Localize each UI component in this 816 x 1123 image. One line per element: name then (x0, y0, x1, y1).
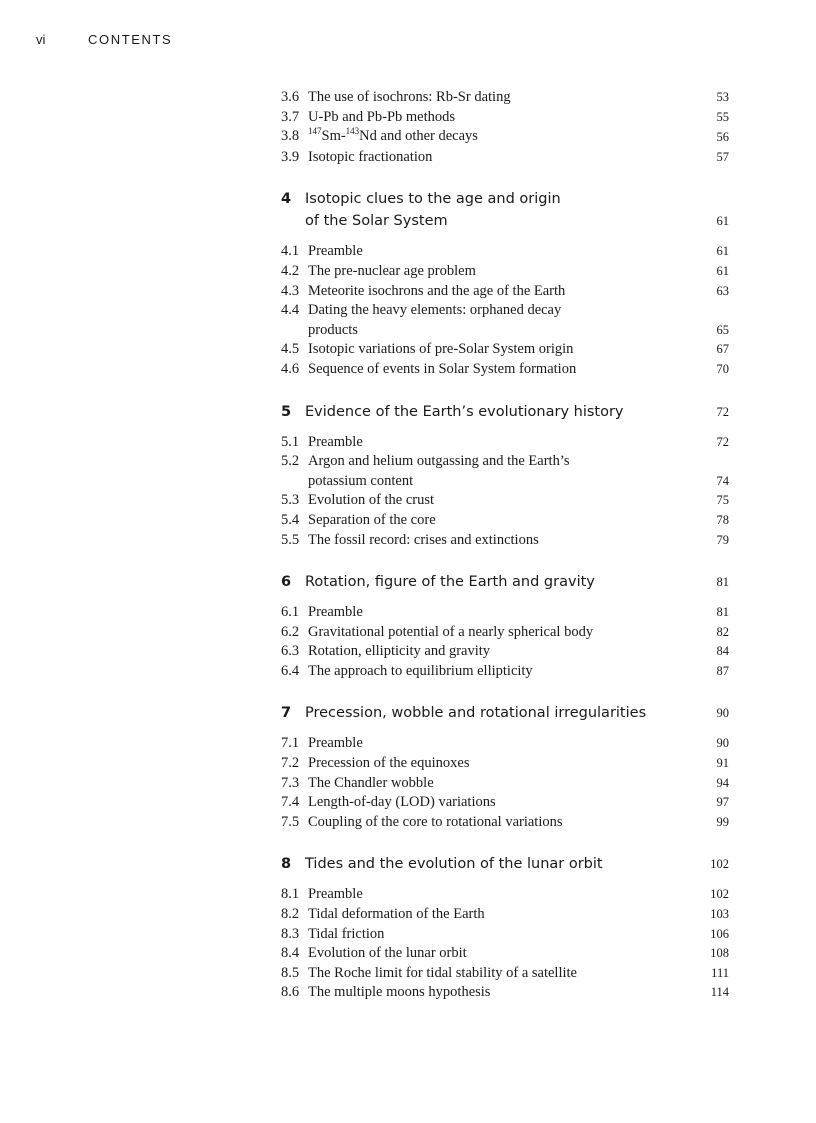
section-number: 7.3 (281, 774, 300, 791)
page-number: 55 (716, 109, 729, 124)
page-number: 102 (710, 857, 729, 872)
section-number: 8.5 (281, 964, 300, 981)
section-number: 7.1 (281, 735, 300, 752)
sm-label: Sm- (321, 128, 346, 145)
chapter-title-line2: of the Solar System (305, 213, 448, 230)
toc-entry-7-5[interactable] (281, 813, 729, 833)
chapter-title-line1: Isotopic clues to the age and origin (305, 191, 561, 208)
chapter-heading-6[interactable] (281, 571, 729, 593)
toc-entry-5-1[interactable] (281, 433, 729, 453)
page-number: 84 (716, 644, 729, 659)
page-number: 91 (716, 756, 729, 771)
section-number: 8.3 (281, 925, 300, 942)
page-number: 102 (710, 887, 729, 902)
section-title: The Chandler wobble (308, 774, 434, 791)
section-number: 3.8 (281, 128, 300, 145)
section-title: Tidal friction (308, 925, 385, 942)
toc-entry-5-2[interactable] (281, 452, 729, 491)
nd-label: Nd and other decays (359, 128, 478, 145)
page-number: 63 (716, 283, 729, 298)
chapter-title: Evidence of the Earth’s evolutionary history (305, 403, 624, 420)
page-number: 81 (716, 605, 729, 620)
chapter-number: 7 (281, 705, 292, 722)
page-number: 70 (716, 361, 729, 376)
section-title: Preamble (308, 243, 363, 260)
superscript-147: 147 (308, 126, 322, 137)
toc-entry-6-4[interactable] (281, 662, 729, 682)
toc-entry-4-6[interactable] (281, 360, 729, 380)
page-number: 103 (710, 907, 729, 922)
page-number: 65 (716, 322, 729, 337)
page-number: 90 (716, 706, 729, 721)
page-number: 97 (716, 795, 729, 810)
section-number: 5.1 (281, 433, 300, 450)
section-title: The multiple moons hypothesis (308, 984, 491, 1001)
section-number: 3.6 (281, 89, 300, 105)
section-number: 5.5 (281, 531, 300, 548)
toc-entry-3-8[interactable] (281, 127, 729, 148)
chapter-number: 8 (281, 856, 292, 873)
section-number: 8.4 (281, 945, 300, 962)
section-number: 4.5 (281, 341, 300, 358)
page-number: 79 (716, 532, 729, 547)
section-number: 8.1 (281, 886, 300, 903)
toc-entry-6-2[interactable] (281, 623, 729, 643)
section-number: 6.4 (281, 662, 300, 679)
section-number: 4.1 (281, 243, 300, 260)
section-number: 5.3 (281, 492, 300, 509)
section-title: Isotopic fractionation (308, 148, 433, 165)
toc-entry-5-4[interactable] (281, 511, 729, 531)
section-number: 4.6 (281, 360, 300, 377)
table-of-contents (281, 88, 729, 1003)
section-title: Evolution of the crust (308, 492, 435, 509)
section-title: Preamble (308, 433, 363, 450)
toc-entry-8-6[interactable] (281, 983, 729, 1003)
toc-entry-6-1[interactable] (281, 603, 729, 623)
section-title: Length-of-day (LOD) variations (308, 794, 496, 811)
toc-entry-7-1[interactable] (281, 734, 729, 754)
section-number: 7.2 (281, 755, 300, 772)
toc-entry-8-5[interactable] (281, 964, 729, 984)
chapter-heading-4[interactable] (281, 188, 729, 232)
section-number: 8.6 (281, 984, 300, 1001)
section-number: 6.2 (281, 623, 300, 640)
toc-entry-3-9[interactable] (281, 148, 729, 168)
page-number: 57 (716, 149, 729, 164)
section-title: Rotation, ellipticity and gravity (308, 643, 491, 660)
section-title: Argon and helium outgassing and the Earth’s (308, 453, 570, 470)
section-title-continued: potassium content (308, 472, 414, 489)
section-title: The Roche limit for tidal stability of a satellite (308, 964, 577, 981)
chapter-title: Precession, wobble and rotational irregularities (305, 705, 647, 722)
section-title: Sequence of events in Solar System formation (308, 360, 577, 377)
superscript-143: 143 (345, 126, 360, 137)
chapter-title: Rotation, figure of the Earth and gravity (305, 574, 595, 591)
toc-entry-8-3[interactable] (281, 925, 729, 945)
section-number: 5.2 (281, 453, 300, 470)
page-number: 78 (716, 512, 729, 527)
toc-entry-7-4[interactable] (281, 793, 729, 813)
page-number: 67 (716, 342, 729, 357)
section-title: Separation of the core (308, 511, 436, 528)
page-number: 94 (716, 775, 729, 790)
page-number: 106 (710, 926, 729, 941)
section-title: Meteorite isochrons and the age of the Earth (308, 282, 566, 299)
chapter-title: Tides and the evolution of the lunar orbit (305, 856, 603, 873)
chapter-number: 5 (281, 403, 292, 420)
chapter-number: 6 (281, 574, 292, 591)
section-title: The pre-nuclear age problem (308, 262, 476, 279)
toc-entry-8-4[interactable] (281, 944, 729, 964)
chapter-heading-5[interactable] (281, 401, 729, 423)
page-number: 82 (716, 624, 729, 639)
page-number: 87 (716, 663, 729, 678)
toc-entry-5-5[interactable] (281, 531, 729, 551)
section-title: Preamble (308, 886, 363, 903)
section-number: 3.7 (281, 108, 300, 125)
toc-entry-4-2[interactable] (281, 262, 729, 282)
chapter-number: 4 (281, 191, 292, 208)
section-title: Isotopic variations of pre-Solar System origin (308, 341, 574, 358)
page-number: 111 (711, 965, 729, 980)
section-title: Evolution of the lunar orbit (308, 945, 467, 962)
page-number: 90 (716, 736, 729, 751)
page-number: 74 (716, 473, 729, 488)
toc-entry-4-4[interactable] (281, 301, 729, 340)
toc-entry-6-3[interactable] (281, 642, 729, 662)
section-number: 4.2 (281, 262, 300, 279)
toc-entry-4-5[interactable] (281, 340, 729, 360)
section-title: Precession of the equinoxes (308, 755, 470, 772)
toc-entry-4-1[interactable] (281, 242, 729, 262)
section-number: 6.1 (281, 604, 300, 621)
page-number: 75 (716, 493, 729, 508)
page-number: 53 (716, 90, 729, 104)
section-title (308, 127, 478, 148)
section-title: U-Pb and Pb-Pb methods (308, 108, 456, 125)
page-number: 81 (716, 575, 729, 590)
toc-entry-8-2[interactable] (281, 905, 729, 925)
chapter-heading-7[interactable] (281, 702, 729, 724)
toc-entry-3-7[interactable] (281, 108, 729, 128)
section-title: The use of isochrons: Rb-Sr dating (308, 89, 511, 105)
section-number: 7.5 (281, 813, 300, 830)
section-title-continued: products (308, 321, 358, 338)
toc-entry-4-3[interactable] (281, 282, 729, 302)
toc-entry-3-6[interactable] (281, 88, 729, 108)
section-number: 7.4 (281, 794, 300, 811)
section-number: 6.3 (281, 643, 300, 660)
section-title: Tidal deformation of the Earth (308, 906, 485, 923)
section-title: Preamble (308, 735, 363, 752)
page-number: 108 (710, 946, 729, 961)
page-number: 56 (716, 130, 729, 145)
chapter-heading-8[interactable] (281, 853, 729, 875)
toc-entry-5-3[interactable] (281, 491, 729, 511)
section-number: 8.2 (281, 906, 300, 923)
page-number: 72 (716, 404, 729, 419)
page-folio: vi (36, 32, 46, 47)
section-number: 4.4 (281, 302, 300, 319)
page-number: 72 (716, 434, 729, 449)
section-number: 5.4 (281, 511, 300, 528)
toc-entry-8-1[interactable] (281, 885, 729, 905)
section-title: The fossil record: crises and extinctions (308, 531, 539, 548)
page-number: 61 (716, 263, 729, 278)
toc-entry-7-3[interactable] (281, 774, 729, 794)
section-number: 3.9 (281, 148, 300, 165)
page-number: 61 (716, 244, 729, 259)
section-title: Gravitational potential of a nearly spherical body (308, 623, 594, 640)
toc-entry-7-2[interactable] (281, 754, 729, 774)
page-number: 114 (710, 985, 729, 1000)
section-title: Coupling of the core to rotational variations (308, 813, 563, 830)
running-title: CONTENTS (88, 32, 173, 47)
section-title: Dating the heavy elements: orphaned decay (308, 302, 562, 319)
section-title: Preamble (308, 604, 363, 621)
section-title: The approach to equilibrium ellipticity (308, 662, 533, 679)
running-head (36, 32, 172, 47)
section-number: 4.3 (281, 282, 300, 299)
page-number: 99 (716, 814, 729, 829)
page-number: 61 (716, 214, 729, 229)
